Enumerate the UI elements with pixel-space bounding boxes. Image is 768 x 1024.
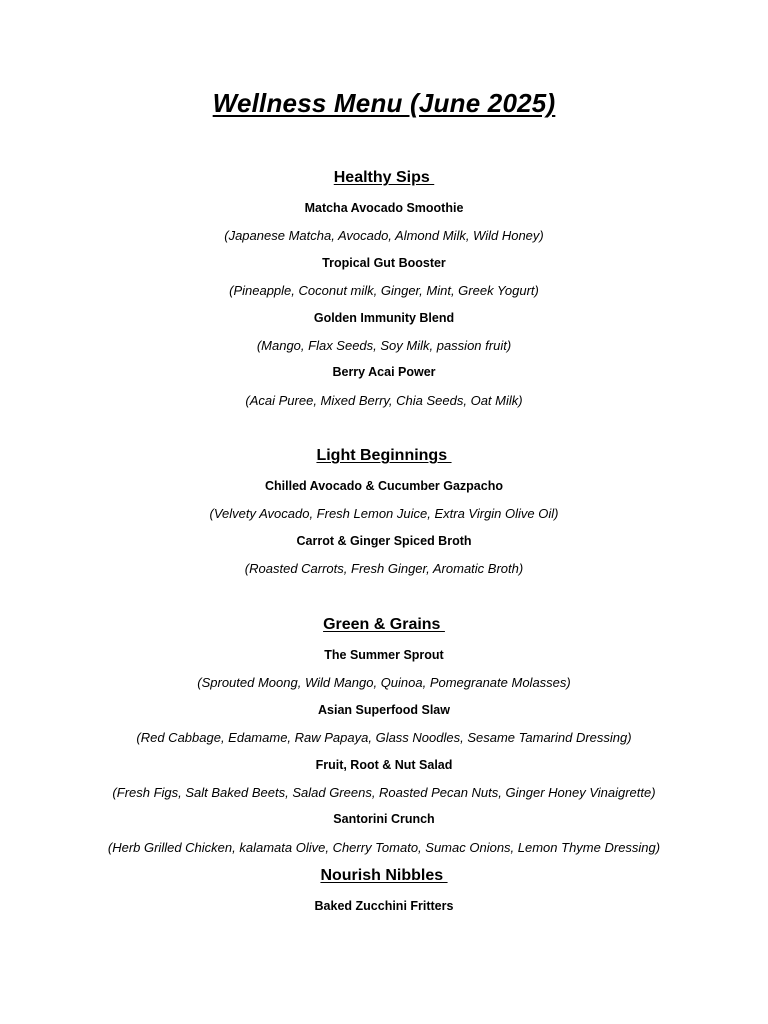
menu-item-name: Carrot & Ginger Spiced Broth (296, 533, 472, 548)
section-heading: Green & Grains (323, 616, 445, 633)
menu-item-description: (Velvety Avocado, Fresh Lemon Juice, Extra Virgin Olive Oil) (209, 506, 559, 522)
menu-item-description: (Fresh Figs, Salt Baked Beets, Salad Greens, Roasted Pecan Nuts, Ginger Honey Vinaigrette) (112, 784, 656, 800)
menu-item-name: Tropical Gut Booster (322, 255, 446, 270)
menu-item-description: (Pineapple, Coconut milk, Ginger, Mint, Greek Yogurt) (229, 283, 539, 299)
menu-item-name: Asian Superfood Slaw (318, 702, 450, 717)
menu-item-description: (Acai Puree, Mixed Berry, Chia Seeds, Oat Milk) (245, 392, 523, 408)
menu-item-name: Matcha Avocado Smoothie (304, 201, 464, 215)
menu-item-description: (Japanese Matcha, Avocado, Almond Milk, Wild Honey) (224, 228, 544, 244)
menu-item-name: Berry Acai Power (332, 365, 436, 380)
menu-item-name: Santorini Crunch (333, 812, 435, 827)
menu-item-name: The Summer Sprout (324, 648, 444, 662)
menu-item-name: Fruit, Root & Nut Salad (315, 757, 453, 772)
section-heading: Nourish Nibbles (320, 867, 448, 884)
menu-item-description: (Herb Grilled Chicken, kalamata Olive, Cherry Tomato, Sumac Onions, Lemon Thyme Dressing) (107, 839, 661, 855)
menu-item-name: Baked Zucchini Fritters (314, 899, 454, 913)
section-heading: Healthy Sips (333, 169, 435, 186)
menu-section-nourish-nibbles (0, 865, 768, 920)
menu-item-description: (Mango, Flax Seeds, Soy Milk, passion fruit) (256, 337, 512, 353)
menu-item-name: Chilled Avocado & Cucumber Gazpacho (264, 479, 503, 493)
menu-item-description: (Red Cabbage, Edamame, Raw Papaya, Glass Noodles, Sesame Tamarind Dressing) (136, 730, 632, 746)
menu-title: Wellness Menu (June 2025) (212, 88, 556, 118)
menu-section-healthy-sips (0, 167, 768, 414)
menu-item-description: (Roasted Carrots, Fresh Ginger, Aromatic Broth) (244, 561, 524, 577)
section-heading: Light Beginnings (316, 447, 452, 464)
menu-section-green-grains (0, 614, 768, 861)
menu-item-name: Golden Immunity Blend (313, 310, 455, 325)
menu-section-light-beginnings (0, 445, 768, 583)
menu-item-description: (Sprouted Moong, Wild Mango, Quinoa, Pomegranate Molasses) (197, 675, 571, 691)
